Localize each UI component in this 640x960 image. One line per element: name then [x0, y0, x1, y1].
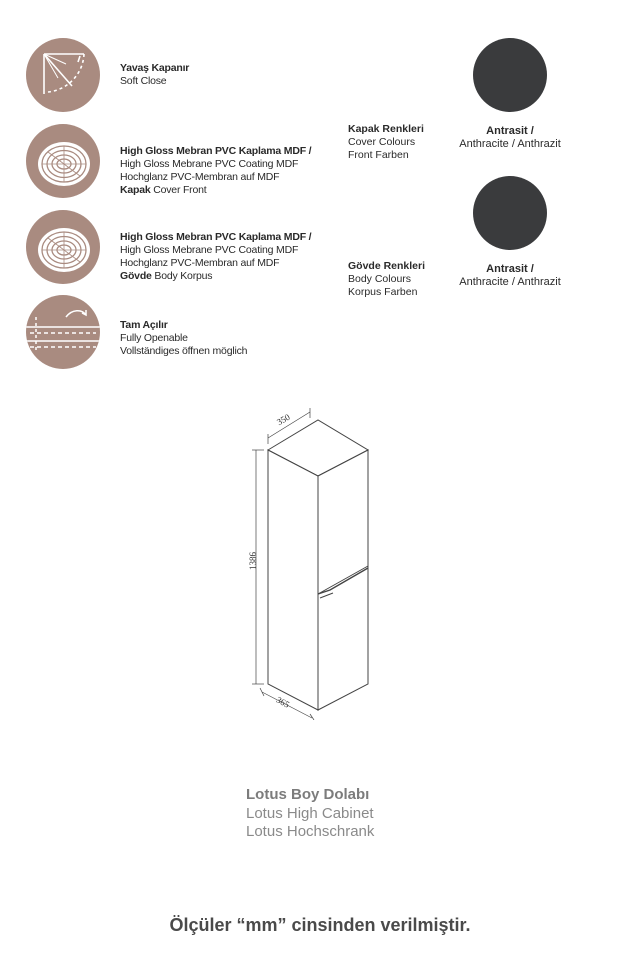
cover-colour-name-tr: Antrasit / — [486, 125, 534, 137]
feature-body-material — [26, 210, 356, 290]
feature-line: Hochglanz PVC-Membran auf MDF — [120, 257, 280, 269]
feature-title: High Gloss Mebran PVC Kaplama MDF / — [120, 231, 312, 243]
depth-dimension: 365 — [274, 694, 292, 710]
feature-part-label: Gövde — [120, 270, 152, 282]
feature-part — [120, 270, 311, 283]
units-note: Ölçüler “mm” cinsinden verilmiştir. — [169, 915, 471, 935]
feature-part-value: Cover Front — [150, 184, 207, 196]
feature-part-label: Kapak — [120, 184, 151, 196]
feature-part-value: Body Korpus — [151, 270, 213, 282]
product-name-tr: Lotus Boy Dolabı — [246, 786, 370, 803]
feature-part — [120, 184, 311, 197]
cabinet-left-face — [268, 450, 318, 710]
feature-line: Vollständiges öffnen möglich — [120, 345, 248, 357]
feature-soft-close — [26, 38, 356, 118]
body-colours-en: Body Colours — [348, 273, 412, 285]
feature-line: Hochglanz PVC-Membran auf MDF — [120, 171, 280, 183]
wood-grain-icon — [26, 124, 100, 198]
body-colour-name — [435, 263, 585, 289]
cabinet-drawing — [230, 400, 430, 720]
body-colour-swatch — [473, 176, 547, 250]
feature-title: High Gloss Mebran PVC Kaplama MDF / — [120, 145, 312, 157]
product-name — [246, 786, 374, 842]
product-name-en: Lotus High Cabinet — [246, 804, 374, 822]
feature-subtitle: Soft Close — [120, 75, 167, 87]
feature-title: Tam Açılır — [120, 319, 168, 331]
cover-colour-name — [435, 125, 585, 151]
cover-colours-en: Cover Colours — [348, 136, 416, 148]
height-dimension: 1386 — [248, 552, 258, 570]
fully-openable-icon — [26, 295, 100, 369]
body-colour-name-en: Anthracite / Anthrazit — [459, 276, 561, 288]
cover-colours-de: Front Farben — [348, 149, 409, 161]
wood-grain-icon — [26, 210, 100, 284]
body-colours-de: Korpus Farben — [348, 286, 418, 298]
body-colours-title: Gövde Renkleri — [348, 260, 426, 272]
soft-close-icon — [26, 38, 100, 112]
cover-colour-swatch — [473, 38, 547, 112]
cover-colours-label — [348, 123, 424, 162]
product-name-de: Lotus Hochschrank — [246, 823, 375, 840]
cover-colours-title: Kapak Renkleri — [348, 123, 424, 135]
feature-line: High Gloss Mebrane PVC Coating MDF — [120, 158, 299, 170]
feature-line: Fully Openable — [120, 332, 188, 344]
cover-colour-name-en: Anthracite / Anthrazit — [459, 138, 561, 150]
feature-title: Yavaş Kapanır — [120, 62, 190, 74]
feature-fully-openable — [26, 295, 356, 375]
width-dimension: 350 — [274, 411, 292, 428]
body-colours-label — [348, 260, 425, 299]
feature-line: High Gloss Mebrane PVC Coating MDF — [120, 244, 299, 256]
feature-cover-material — [26, 124, 356, 204]
body-colour-name-tr: Antrasit / — [486, 263, 534, 275]
